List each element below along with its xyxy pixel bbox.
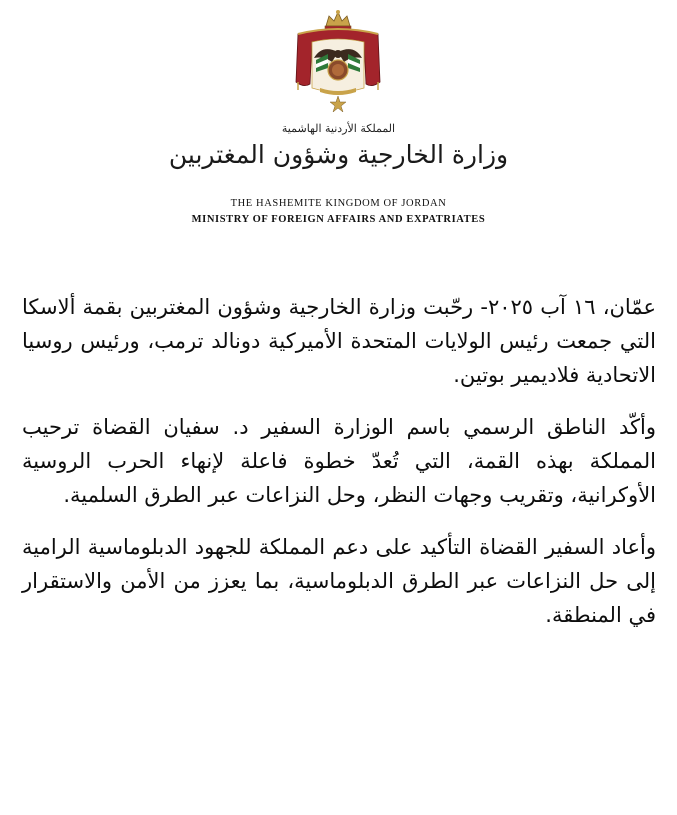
letterhead [0, 0, 677, 240]
paragraph-2: وأكّد الناطق الرسمي باسم الوزارة السفير د. سفيان القضاة ترحيب المملكة بهذه القمة، التي تُعدّ خطوة فاعلة لإنهاء الحرب الروسية الأوكرانية، وتقريب وجهات النظر، وحل النزاعات عبر الطرق السلمية. [22, 415, 656, 507]
paragraph-1: عمّان، ١٦ آب ٢٠٢٥- رحّبت وزارة الخارجية وشؤون المغتربين بقمة ألاسكا التي جمعت رئيس الولايات المتحدة الأميركية دونالد ترمب، ورئيس روسيا الاتحادية فلاديمير بوتين. [22, 295, 656, 387]
press-release-body [22, 290, 656, 650]
ministry-name-english: MINISTRY OF FOREIGN AFFAIRS AND EXPATRIATES [191, 214, 486, 225]
paragraph-3: وأعاد السفير القضاة التأكيد على دعم المملكة للجهود الدبلوماسية الرامية إلى حل النزاعات عبر الطرق الدبلوماسية، بما يعزز من الأمن والاستقرار في المنطقة. [22, 535, 656, 627]
kingdom-name-english: THE HASHEMITE KINGDOM OF JORDAN [230, 198, 447, 209]
jordan-royal-coat-of-arms-icon [288, 8, 388, 112]
kingdom-name-arabic: المملكة الأردنية الهاشمية [281, 122, 396, 135]
ministry-name-arabic: وزارة الخارجية وشؤون المغتربين [168, 140, 509, 169]
